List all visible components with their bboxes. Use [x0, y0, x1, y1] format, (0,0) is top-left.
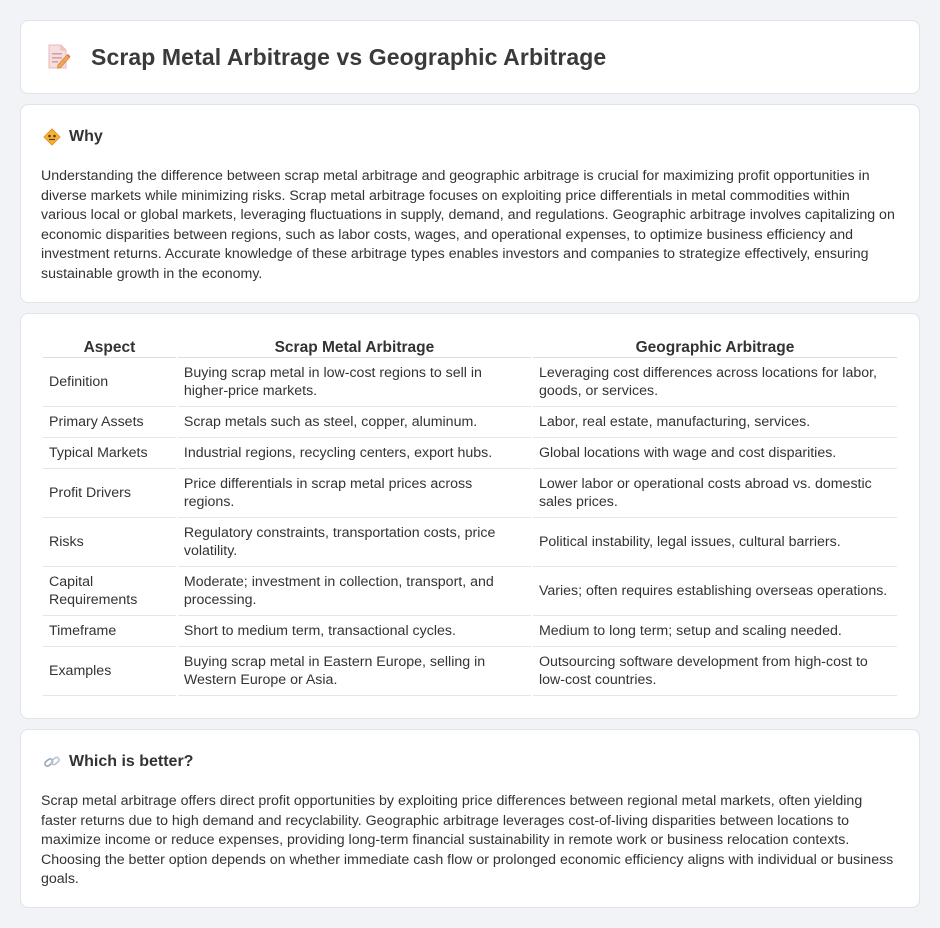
table-row: [43, 518, 897, 567]
row-scrap-value: Short to medium term, transactional cycles.: [178, 616, 531, 647]
warning-sign-icon: [43, 128, 61, 146]
row-aspect: Risks: [43, 518, 176, 567]
comparison-table: [41, 334, 899, 696]
row-aspect: Primary Assets: [43, 407, 176, 438]
comparison-card: [20, 313, 920, 719]
table-row: [43, 469, 897, 518]
row-scrap-value: Regulatory constraints, transportation costs, price volatility.: [178, 518, 531, 567]
row-aspect: Definition: [43, 358, 176, 407]
row-aspect: Examples: [43, 647, 176, 696]
row-aspect: Profit Drivers: [43, 469, 176, 518]
table-row: [43, 407, 897, 438]
header-geographic: Geographic Arbitrage: [533, 334, 897, 358]
row-scrap-value: Scrap metals such as steel, copper, aluminum.: [178, 407, 531, 438]
row-scrap-value: Buying scrap metal in Eastern Europe, selling in Western Europe or Asia.: [178, 647, 531, 696]
why-heading-row: [43, 128, 103, 146]
row-aspect: Capital Requirements: [43, 567, 176, 616]
why-card: [20, 104, 920, 303]
table-header-row: [43, 334, 897, 358]
row-scrap-value: Industrial regions, recycling centers, export hubs.: [178, 438, 531, 469]
row-aspect: Typical Markets: [43, 438, 176, 469]
better-heading: Which is better?: [69, 753, 194, 770]
table-row: [43, 567, 897, 616]
why-heading: Why: [69, 128, 103, 145]
header-card: [20, 20, 920, 94]
row-scrap-value: Buying scrap metal in low-cost regions to sell in higher-price markets.: [178, 358, 531, 407]
link-icon: [43, 753, 61, 771]
header-aspect: Aspect: [43, 334, 176, 358]
row-geo-value: Political instability, legal issues, cultural barriers.: [533, 518, 897, 567]
row-geo-value: Leveraging cost differences across locations for labor, goods, or services.: [533, 358, 897, 407]
why-text: Understanding the difference between scrap metal arbitrage and geographic arbitrage is crucial for maximizing profit opportunities in diverse markets while minimizing risks. Scrap metal arbitrage focuses on exploiting price differentials in metal commodities within various local or global markets, leveraging fluctuations in supply, demand, and regulations. Geographic arbitrage involves capitalizing on economic disparities between regions, such as labor costs, wages, and operational expenses, to optimize business efficiency and investment returns. Accurate knowledge of these arbitrage types enables investors and companies to strategize effectively, ensuring sustainable growth in the economy.: [41, 168, 895, 282]
table-row: [43, 358, 897, 407]
row-geo-value: Varies; often requires establishing overseas operations.: [533, 567, 897, 616]
table-row: [43, 616, 897, 647]
row-geo-value: Outsourcing software development from high-cost to low-cost countries.: [533, 647, 897, 696]
row-geo-value: Global locations with wage and cost disparities.: [533, 438, 897, 469]
title-row: [45, 43, 606, 71]
which-is-better-card: [20, 729, 920, 908]
row-aspect: Timeframe: [43, 616, 176, 647]
better-text: Scrap metal arbitrage offers direct profit opportunities by exploiting price differences between regional metal markets, often yielding faster returns due to high demand and recyclability. Geographic arbitrage leverages cost-of-living disparities between locations to maximize income or reduce expenses, providing long-term financial sustainability in remote work or business relocation contexts. Choosing the better option depends on whether immediate cash flow or prolonged economic efficiency aligns with individual or business goals.: [41, 793, 894, 887]
table-row: [43, 647, 897, 696]
page-title: Scrap Metal Arbitrage vs Geographic Arbitrage: [91, 43, 607, 70]
header-scrap-metal: Scrap Metal Arbitrage: [178, 334, 531, 358]
better-heading-row: [43, 753, 193, 771]
table-row: [43, 438, 897, 469]
row-geo-value: Labor, real estate, manufacturing, services.: [533, 407, 897, 438]
row-geo-value: Medium to long term; setup and scaling needed.: [533, 616, 897, 647]
row-geo-value: Lower labor or operational costs abroad vs. domestic sales prices.: [533, 469, 897, 518]
document-pencil-icon: [45, 43, 71, 71]
row-scrap-value: Moderate; investment in collection, transport, and processing.: [178, 567, 531, 616]
row-scrap-value: Price differentials in scrap metal prices across regions.: [178, 469, 531, 518]
